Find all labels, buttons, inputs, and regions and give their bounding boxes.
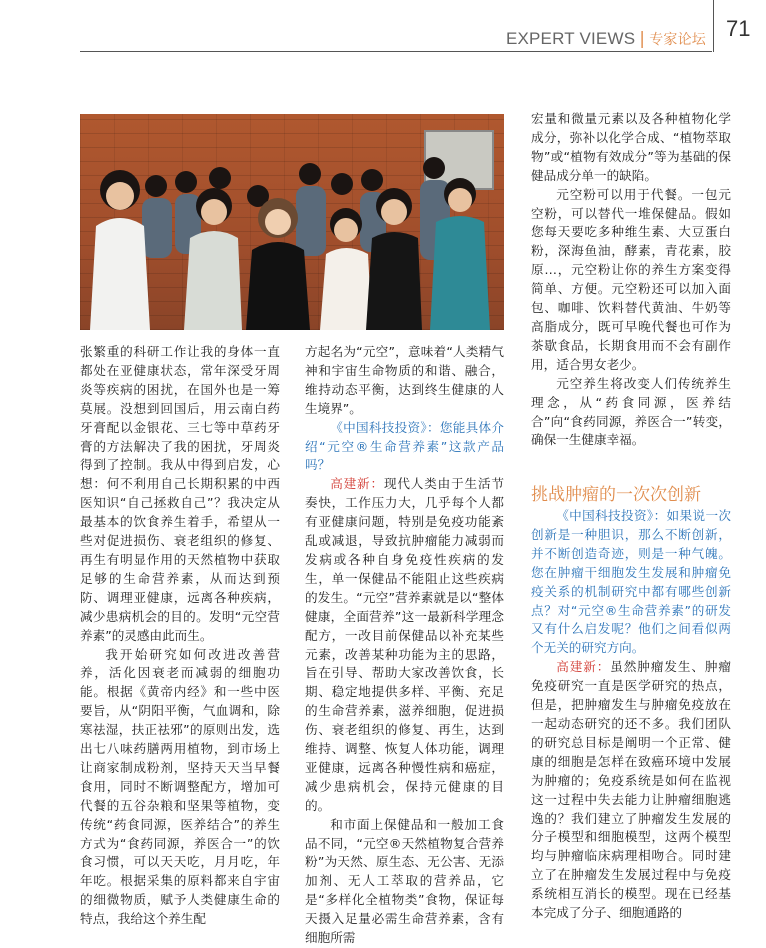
paragraph: 元空养生将改变人们传统养生理念，从“药食同源，医养结合”向“食药同源，养医合一”转变，确保一生健康幸福。 [531,375,731,448]
header-separator: | [639,29,646,49]
paragraph: 宏量和微量元素以及各种植物化学成分，弥补以化学合成、“植物萃取物”或“植物有效成分”等为基础的保健品成分单一的缺陷。 [531,111,731,183]
paragraph: 张繁重的科研工作让我的身体一直都处在亚健康状态，常年深受牙周炎等疾病的困扰，在国外也是一筹莫展。没想到回国后，用云南白药牙膏配以金银花、三七等中草药牙膏的方法解决了我的困扰，牙周炎得到了控制。我从中得到启发，心想：何不利用自己长期积累的中西医知识“自己拯救自己”？我决定从最基本的饮食养生着手，希望从一些对促进损伤、衰老组织的修复、再生有明显作用的天然植物中获取足够的生命营养素，从而达到预防、调理亚健康，远离各种疾病，减少患病机会的目的。发明“元空营养素”的灵感由此而生。 [80,344,280,643]
interview-answer [305,475,504,815]
paragraph: 我开始研究如何改进改善营养，活化因衰老而减弱的细胞功能。根据《黄帝内经》和一些中医要旨，从“阴阳平衡，气血调和，除寒祛湿，扶正祛邪”的原则出发，选出七八味药膳两用植物，到市场上让商家制成粉剂，坚持天天当早餐食用，同时不断调整配方，增加可代餐的五谷杂粮和坚果等植物，变传统“药食同源，医养结合”的养生方式为“食药同源，养医合一”的饮食习惯，可以天天吃，月月吃，年年吃。根据采集的原料都来自宇宙的细微物质，赋予人类健康生命的特点，我给这个养生配 [80,646,280,927]
interview-answer [531,658,731,923]
page-number: 71 [726,16,751,41]
header-cn-title: 专家论坛 [649,32,706,48]
article-column-3 [531,110,731,450]
section-heading: 挑战肿瘤的一次次创新 [531,485,701,505]
group-photo [80,114,504,330]
paragraph: 和市面上保健品和一般加工食品不同，“元空®天然植物复合营养粉”为天然、原生态、无公害、无添加剂、无人工萃取的营养品，它是“多样化全植物类”食物，保证每天摄入足量必需生命营养素，含有细胞所需 [305,816,504,946]
section-header [506,29,706,49]
header-en-title: EXPERT VIEWS [505,29,636,48]
header-rule [80,51,712,52]
article-column-1 [80,343,280,929]
answer-text: 现代人类由于生活节奏快，工作压力大，几乎每个人都有亚健康问题，特别是免疫功能紊乱或减退，导致抗肿瘤能力减弱而发病或各种自身免疫性疾病的发生，单一保健品不能阻止这些疾病的发生。“元空”营养素就是以“整体健康，全面营养”这一最新科学理念配方，一改目前保健品以补充某些元素，改善某种功能为主的思路，旨在引导、帮助大家改善饮食，长期、稳定地提供多样、平衡、充足的生命营养素，滋养细胞，促进损伤、衰老组织的修复、再生，达到维持、调整、恢复人体功能，调理亚健康，远离各种慢性病和癌症，减少患病机会，保持元健康的目的。 [305,476,505,813]
answer-text: 虽然肿瘤发生、肿瘤免疫研究一直是医学研究的热点，但是，把肿瘤发生与肿瘤免疫放在一起动态研究的还不多。我们团队的研究总目标是阐明一个正常、健康的细胞是怎样在致癌环境中发展为肿瘤的；免疫系统是如何在监视这一过程中失去能力让肿瘤细胞逃逸的？我们建立了肿瘤发生发展的分子模型和细胞模型，这两个模型均与肿瘤临床病理相吻合。同时建立了在肿瘤发生发展过程中与免疫系统相互消长的模型。现在已经基本完成了分子、细胞通路的 [531,659,732,921]
article-column-4 [531,507,731,923]
article-column-2 [305,343,504,948]
paragraph: 方起名为“元空”，意味着“人类精气神和宇宙生命物质的和谐、融合，维持动态平衡，达到终生健康的人生境界”。 [305,344,504,416]
paragraph: 元空粉可以用于代餐。一包元空粉，可以替代一堆保健品。假如您每天要吃多种维生素、大豆蛋白粉，深海鱼油，酵素，青花素，胶原…，元空粉让你的养生方案变得简单、方便。元空粉还可以加入面包、咖啡、饮料替代黄油、牛奶等高脂成分，既可早晚代餐也可作为茶歇食品，长期食用而不会有副作用，适合男女老少。 [531,186,731,372]
speaker-name: 高建新： [330,476,384,492]
interview-question: 《中国科技投资》：您能具体介绍“元空®生命营养素”这款产品吗？ [305,419,504,473]
people-illustration [80,114,504,330]
interview-question: 《中国科技投资》：如果说一次创新是一种胆识，那么不断创新，并不断创造奇迹，则是一种气魄。您在肿瘤干细胞发生发展和肿瘤免疫关系的机制研究中都有哪些创新点？对“元空®生命营养素”的研发又有什么启发呢？他们之间看似两个无关的研究方向。 [531,508,731,656]
header-divider-vertical [713,0,714,52]
speaker-name: 高建新： [556,659,611,675]
